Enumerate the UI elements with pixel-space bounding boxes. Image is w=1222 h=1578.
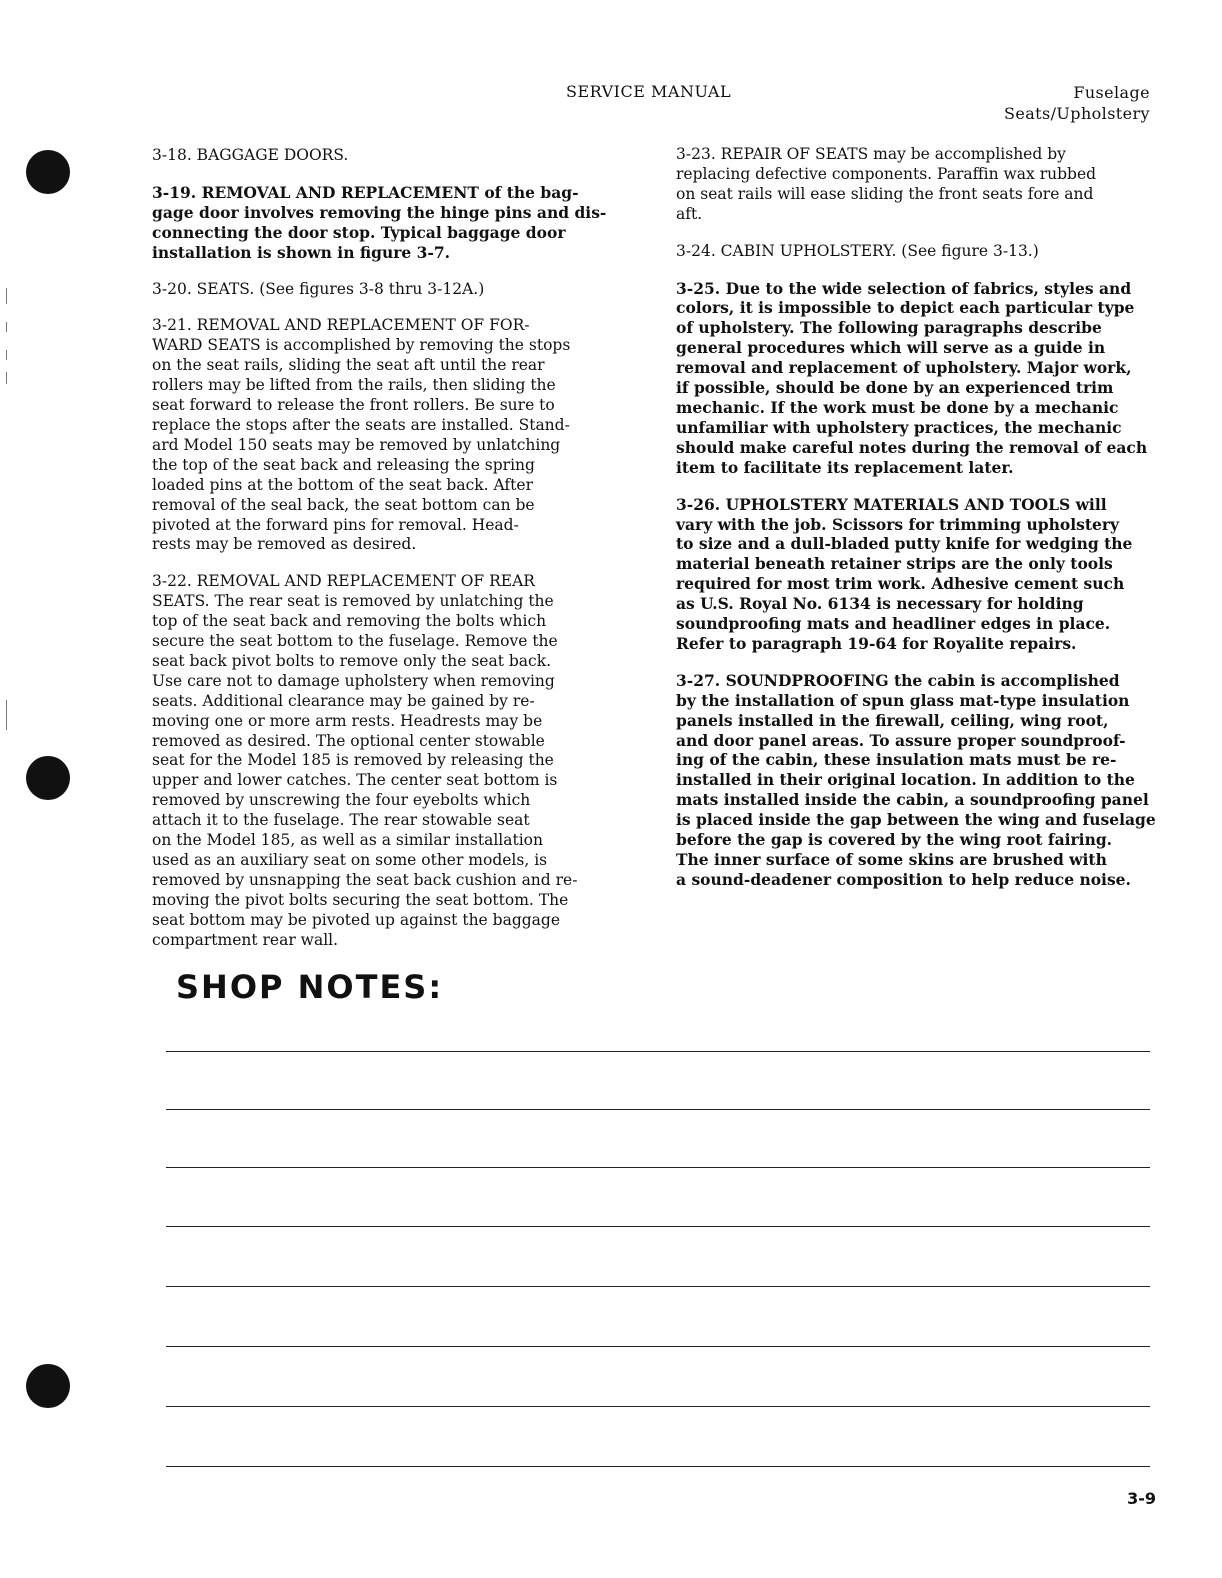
notes-line xyxy=(166,1226,1150,1227)
scan-edge-mark xyxy=(6,350,7,360)
notes-line xyxy=(166,1109,1150,1110)
page-number: 3-9 xyxy=(1127,1489,1156,1508)
scan-edge-mark xyxy=(6,322,7,332)
paragraph-3-26: 3-26. UPHOLSTERY MATERIALS AND TOOLS will vary with the job. Scissors for trimming upholstery to size and a dull-bladed putty knife for wedging the material beneath retainer strips are the only tools required for most trim work. Adhesive cement such as U.S. Royal No. 6134 is necessary for holding soundproofing mats and headliner edges in place. Refer to paragraph 19-64 for Royalite repairs. xyxy=(676,494,1133,653)
right-column xyxy=(676,145,1164,907)
paragraph-3-24: 3-24. CABIN UPHOLSTERY. (See figure 3-13.) xyxy=(676,241,1039,260)
header-section xyxy=(1004,82,1150,124)
left-column xyxy=(152,146,630,968)
scan-edge-mark xyxy=(6,372,7,384)
paragraph-3-23: 3-23. REPAIR OF SEATS may be accomplished by replacing defective components. Paraffin wax rubbed on seat rails will ease sliding the front seats fore and aft. xyxy=(676,145,1097,223)
binder-hole-middle xyxy=(26,756,70,800)
notes-line xyxy=(166,1346,1150,1347)
paragraph-3-27: 3-27. SOUNDPROOFING the cabin is accomplished by the installation of spun glass mat-type insulation panels installed in the firewall, ceiling, wing root, and door panel areas. To assure proper soundproof- ing of the cabin, these insulation mats must be re- installed in their original location. In addition to the mats installed inside the cabin, a soundproofing panel is placed inside the gap between the wing and fuselage before the gap is covered by the wing root fairing. The inner surface of some skins are brushed with a sound-deadener composition to help reduce noise. xyxy=(676,670,1156,889)
notes-line xyxy=(166,1286,1150,1287)
notes-line xyxy=(166,1466,1150,1467)
scan-edge-mark xyxy=(6,288,7,304)
paragraph-3-18: 3-18. BAGGAGE DOORS. xyxy=(152,146,349,164)
paragraph-3-21: 3-21. REMOVAL AND REPLACEMENT OF FOR- WARD SEATS is accomplished by removing the stops on the seat rails, sliding the seat aft until the rear rollers may be lifted from the rails, then sliding the seat forward to release the front rollers. Be sure to replace the stops after the seats are installed. Stand- ard Model 150 seats may be removed by unlatching the top of the seat back and releasing the spring loaded pins at the bottom of the seat back. After removal of the seal back, the seat bottom can be pivoted at the forward pins for removal. Head- rests may be removed as desired. xyxy=(152,316,571,554)
header-title: SERVICE MANUAL xyxy=(566,82,732,101)
scan-edge-mark xyxy=(6,700,7,730)
notes-line xyxy=(166,1167,1150,1168)
paragraph-3-25: 3-25. Due to the wide selection of fabrics, styles and colors, it is impossible to depict each particular type of upholstery. The following paragraphs describe general procedures which will serve as a guide in removal and replacement of upholstery. Major work, if possible, should be done by an experienced trim mechanic. If the work must be done by a mechanic unfamiliar with upholstery practices, the mechanic should make careful notes during the removal of each item to facilitate its replacement later. xyxy=(676,278,1148,477)
paragraph-3-19: 3-19. REMOVAL AND REPLACEMENT of the bag- gage door involves removing the hinge pins and dis- connecting the door stop. Typical baggage door installation is shown in figure 3-7. xyxy=(152,182,607,262)
notes-line xyxy=(166,1051,1150,1052)
paragraph-3-20: 3-20. SEATS. (See figures 3-8 thru 3-12A.) xyxy=(152,279,485,298)
shop-notes-title: SHOP NOTES: xyxy=(176,968,444,1006)
notes-line xyxy=(166,1406,1150,1407)
header-section-line: Fuselage xyxy=(1073,83,1150,102)
binder-hole-bottom xyxy=(26,1364,70,1408)
paragraph-3-22: 3-22. REMOVAL AND REPLACEMENT OF REAR SEATS. The rear seat is removed by unlatching the top of the seat back and removing the bolts which secure the seat bottom to the fuselage. Remove the seat back pivot bolts to remove only the seat back. Use care not to damage upholstery when removing seats. Additional clearance may be gained by re- moving one or more arm rests. Headrests may be removed as desired. The optional center stowable seat for the Model 185 is removed by releasing the upper and lower catches. The center seat bottom is removed by unscrewing the four eyebolts which attach it to the fuselage. The rear stowable seat on the Model 185, as well as a similar installation used as an auxiliary seat on some other models, is removed by unsnapping the seat back cushion and re- moving the pivot bolts securing the seat bottom. The seat bottom may be pivoted up against the baggage compartment rear wall. xyxy=(152,572,578,949)
header-section-line: Seats/Upholstery xyxy=(1004,104,1150,123)
binder-hole-top xyxy=(26,150,70,194)
